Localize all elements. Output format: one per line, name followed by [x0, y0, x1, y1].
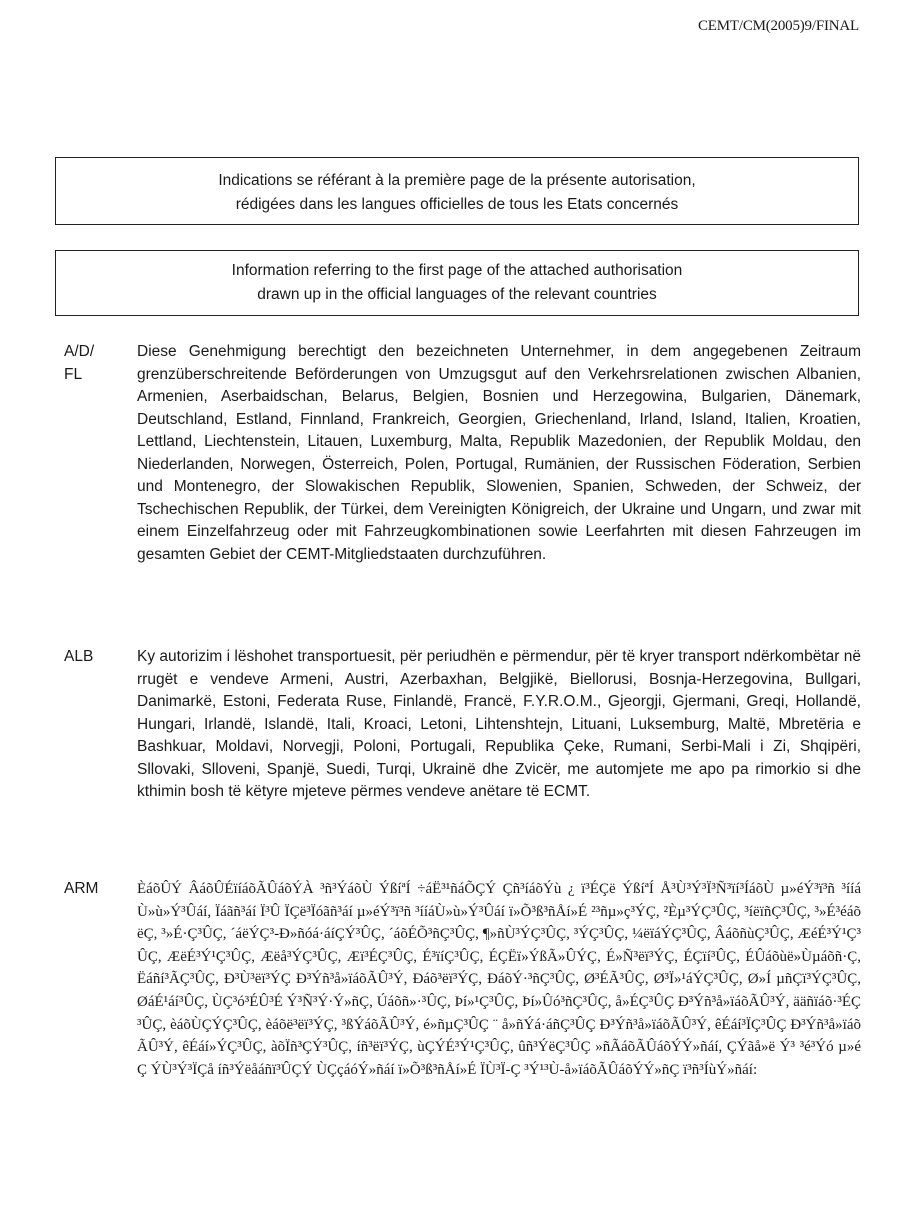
language-code: ARM [64, 880, 99, 897]
entry-text: ÈáõÛÝ ÂáõÛÉïíáõÃÛáõÝÀ ³ñ³ÝáõÙ ÝßíªÍ ÷áË³¹ñáÕÇÝ Çñ³íáõÝù ¿ ï³ÉÇë ÝßíªÍ Å³Ù³Ý³Ï³Ñ³ïí³ÍáõÙ µ»éÝ³ï³ñ ³ííáÙ»ù»Ý³Ûáí, Ïáãñ³áí Ï³Û ÏÇë³Ïóãñ³áí µ»éÝ³ï³ñ ³ííáÙ»ù»Ý³Ûáí ï»Õ³ß³ñÅí»É ²³ñµ»ç³ÝÇ, ²Èµ³ÝÇ³ÛÇ, ³íëïñÇ³ÛÇ, ³»É³éáõëÇ, ³»É·Ç³ÛÇ, ´áëÝÇ³-Ð»ñóá·áíÇÝ³ÛÇ, ´áõÉÕ³ñÇ³ÛÇ, ¶»ñÙ³ÝÇ³ÛÇ, ³ÝÇ³ÛÇ, ¼ëïáÝÇ³ÛÇ, ÂáõñùÇ³ÛÇ, ÆéÉ³Ý¹Ç³ÛÇ, ÆëÉ³Ý¹Ç³ÛÇ, Æëå³ÝÇ³ÛÇ, Æï³ÉÇ³ÛÇ, É³ïíÇ³ÛÇ, ÉÇËï»ÝßÃ»ÛÝÇ, É»Ñ³ëï³ÝÇ, ÉÇïí³ÛÇ, ÉÛáõùë»Ùµáõñ·Ç, Ëáñí³ÃÇ³ÛÇ, Ð³Ù³ëï³ÝÇ Ð³Ýñ³å»ïáõÃÛ³Ý, Ðáõ³ëï³ÝÇ, ÐáõÝ·³ñÇ³ÛÇ, Ø³ÉÃ³ÛÇ, Ø³Ï»¹áÝÇ³ÛÇ, Ø»Í µñÇï³ÝÇ³ÛÇ, ØáÉ¹áí³ÛÇ, ÙÇ³ó³ÉÛ³É Ý³Ñ³Ý·Ý»ñÇ, Úáõñ»·³ÛÇ, Þí»¹Ç³ÛÇ, Þí»Ûó³ñÇ³ÛÇ, å»ÉÇ³ÛÇ Ð³Ýñ³å»ïáõÃÛ³Ý, ääñïáõ·³ÉÇ³ÛÇ, èáõÙÇÝÇ³ÛÇ, èáõë³ëï³ÝÇ, ³ßÝáõÃÛ³Ý, é»ñµÇ³ÛÇ ¨ å»ñÝá·áñÇ³ÛÇ Ð³Ýñ³å»ïáõÃÛ³Ý, êÉáí³ÏÇ³ÛÇ Ð³Ýñ³å»ïáõÃÛ³Ý, êÉáí»ÝÇ³ÛÇ, àõÏñ³ÇÝ³ÛÇ, íñ³ëï³ÝÇ, ùÇÝÉ³Ý¹Ç³ÛÇ, ûñ³ÝëÇ³ÛÇ »ñÃáõÃÛáõÝÝ»ñáí, ÇÝãå»ë Ý³ ³é³Ýó µ»éÇ ÝÙ³Ý³ÏÇå íñ³Ýëåáñï³ÛÇÝ ÙÇçáóÝ»ñáí ï»Õ³ß³ñÅí»É ÏÙ³Ï-Ç ³Ý¹³Ù-å»ïáõÃÛáõÝÝ»ñÇ ï³ñ³ÍùÝ»ñáí: [137, 881, 861, 1078]
entry-text: Ky autorizim i lëshohet transportuesit, për periudhën e përmendur, për të kryer transport ndërkombëtar në rrugët e vendeve Armeni, Austri, Azerbaxhan, Belgjikë, Biellorusi, Bosnja-Herzegovina, Bullgari, Danimarkë, Estoni, Federata Ruse, Finlandë, Francë, F.Y.R.O.M., Gjeorgji, Gjermani, Greqi, Hollandë, Hungari, Irlandë, Islandë, Itali, Kroaci, Letoni, Lihtenshtejn, Lituani, Luksemburg, Maltë, Mbretëria e Bashkuar, Moldavi, Norvegji, Poloni, Portugali, Republika Çeke, Rumani, Serbi-Mali i Zi, Shqipëri, Sllovaki, Slloveni, Spanjë, Suedi, Turqi, Ukrainë dhe Zvicër, me automjete me apo pa rimorkio si dhe kthimin bosh të këtyre mjeteve përmes vendeve anëtare të ECMT. [137, 648, 861, 800]
english-notice-line-1: Information referring to the first page of the attached authorisation [231, 262, 683, 279]
english-notice-box [55, 250, 859, 316]
language-code: ALB [64, 648, 94, 665]
document-reference: CEMT/CM(2005)9/FINAL [697, 18, 859, 34]
entry-text: Diese Genehmigung berechtigt den bezeichneten Unternehmer, in dem angegebenen Zeitraum grenzüberschreitende Beförderungen von Umzugsgut auf den Verkehrsrelationen zwischen Albanien, Armenien, Aserbaidschan, Belarus, Belgien, Bosnien und Herzegowina, Bulgarien, Dänemark, Deutschland, Estland, Finnland, Frankreich, Georgien, Griechenland, Irland, Island, Italien, Kroatien, Lettland, Liechtenstein, Litauen, Luxemburg, Malta, Republik Mazedonien, der Republik Moldau, den Niederlanden, Norwegen, Österreich, Polen, Portugal, Rumänien, der Russischen Föderation, Serbien und Montenegro, der Slowakischen Republik, Slowenien, Spanien, Schweden, der Schweiz, der Tschechischen Republik, der Türkei, dem Vereinigten Königreich, der Ukraine und Ungarn, und zwar mit einem Einzelfahrzeug oder mit Fahrzeugkombinationen sowie Leerfahrten mit diesen Fahrzeugen im gesamten Gebiet der CEMT-Mitgliedstaaten durchzuführen. [137, 343, 861, 563]
french-notice-box [55, 157, 859, 225]
language-code: A/D/ FL [64, 343, 95, 383]
french-notice-line-1: Indications se référant à la première page de la présente autorisation, [218, 172, 696, 189]
english-notice-line-2: drawn up in the official languages of the relevant countries [257, 286, 657, 303]
french-notice-line-2: rédigées dans les langues officielles de tous les Etats concernés [235, 196, 679, 213]
